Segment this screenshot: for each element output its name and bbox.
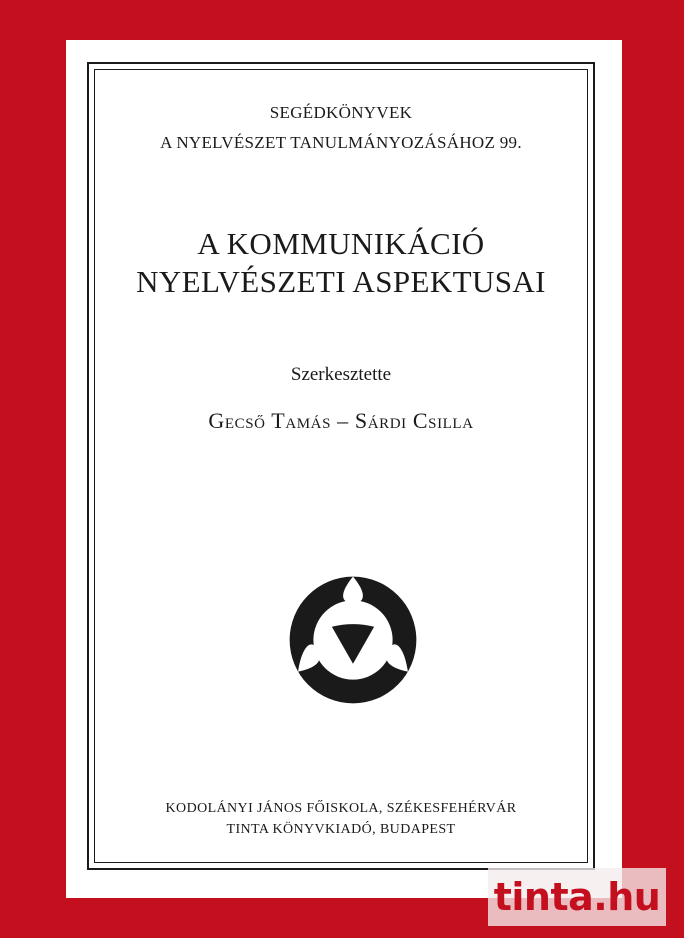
series-title-line1: SEGÉDKÖNYVEK	[269, 103, 413, 122]
editors-names: Gecső Tamás – Sárdi Csilla	[208, 408, 474, 433]
tinta-publisher-logo-icon	[287, 574, 419, 706]
publisher-line2: TINTA KÖNYVKIADÓ, BUDAPEST	[226, 822, 456, 837]
watermark-text: tinta.hu	[493, 875, 661, 919]
series-title-line2: A NYELVÉSZET TANULMÁNYOZÁSÁHOZ 99.	[160, 133, 522, 152]
publisher-line1: KODOLÁNYI JÁNOS FŐISKOLA, SZÉKESFEHÉRVÁR	[165, 801, 517, 816]
book-title-line2: NYELVÉSZETI ASPEKTUSAI	[136, 264, 546, 299]
cover-frame-inner	[94, 69, 588, 863]
watermark-badge	[488, 868, 666, 926]
edited-by-label: Szerkesztette	[290, 364, 392, 385]
book-title-line1: A KOMMUNIKÁCIÓ	[197, 226, 485, 261]
